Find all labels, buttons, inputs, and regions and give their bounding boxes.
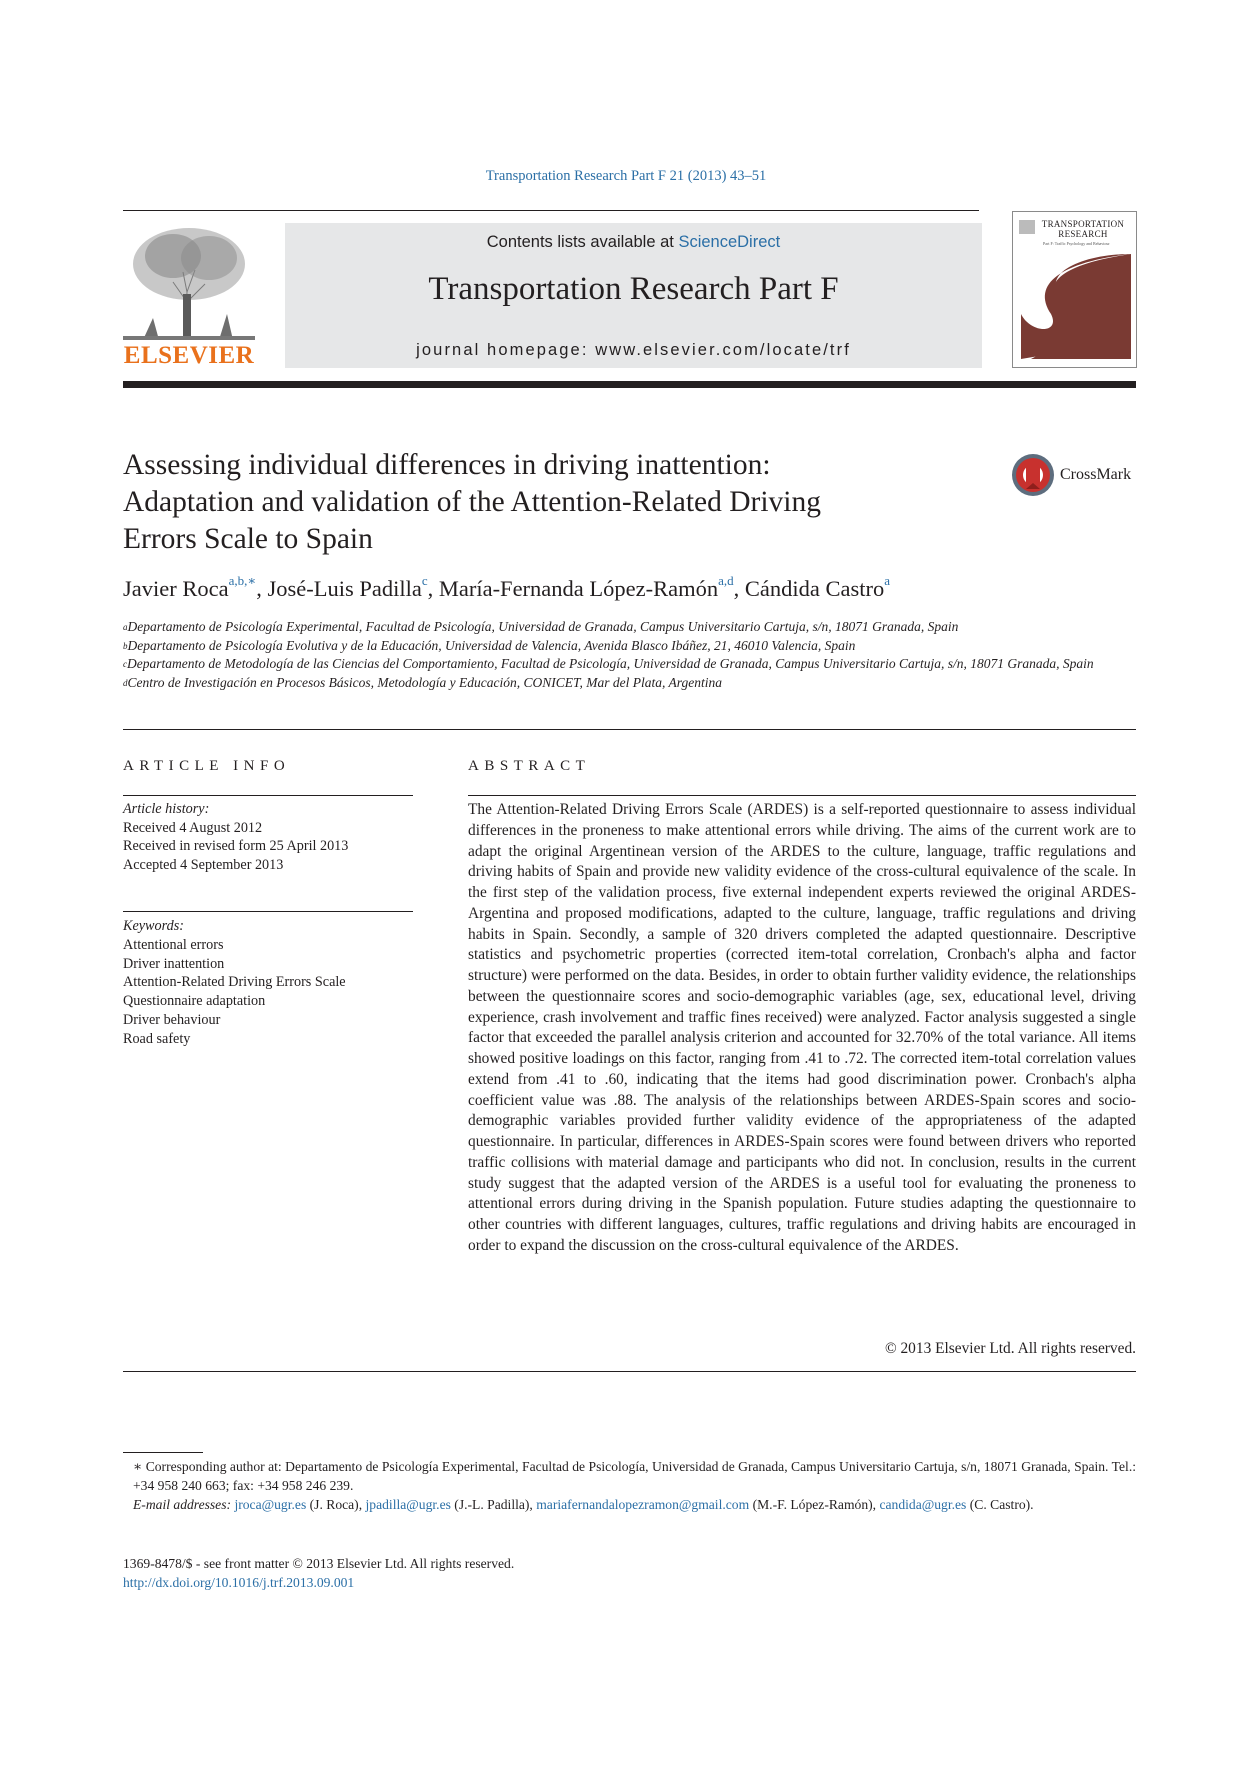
email-addresses — [123, 1495, 1136, 1514]
crossmark-label: CrossMark — [1060, 466, 1132, 483]
keyword-item: Attention-Related Driving Errors Scale — [123, 974, 346, 991]
doi-link[interactable]: http://dx.doi.org/10.1016/j.trf.2013.09.001 — [123, 1575, 355, 1590]
accepted-date: Accepted 4 September 2013 — [123, 856, 284, 873]
journal-title: Transportation Research Part F — [428, 271, 839, 307]
cover-subtitle: Part F: Traffic Psychology and Behaviour — [1043, 241, 1110, 246]
affiliation-key: a — [123, 622, 128, 632]
author-name[interactable]: Javier Roca — [123, 576, 229, 601]
author-affiliation-marker[interactable]: a,b,∗ — [228, 573, 257, 588]
keyword-item: Road safety — [123, 1030, 191, 1047]
crossmark-badge[interactable] — [1011, 453, 1132, 501]
section-rule — [123, 729, 1136, 730]
keyword-item: Driver behaviour — [123, 1011, 221, 1028]
corresponding-author-footnote — [123, 1457, 1136, 1514]
author-name[interactable]: José-Luis Padilla — [267, 576, 422, 601]
elsevier-logo[interactable] — [123, 222, 255, 370]
email-owner: (J.-L. Padilla), — [450, 1497, 537, 1512]
issn-block — [123, 1554, 514, 1592]
author-affiliation-marker[interactable]: c — [421, 573, 428, 588]
keywords-block — [123, 917, 413, 1049]
received-date: Received 4 August 2012 — [123, 819, 263, 836]
email-link[interactable]: jroca@ugr.es — [234, 1497, 307, 1512]
history-label: Article history: — [123, 801, 210, 817]
author-name[interactable]: Cándida Castro — [744, 576, 885, 601]
author-list — [123, 573, 1123, 602]
issn-line: 1369-8478/$ - see front matter © 2013 Elsevier Ltd. All rights reserved. — [123, 1556, 515, 1571]
article-history — [123, 800, 413, 874]
author-name[interactable]: María-Fernanda López-Ramón — [438, 576, 719, 601]
affiliation-key: d — [123, 677, 128, 688]
abstract-heading: ABSTRACT — [468, 758, 591, 774]
keyword-item: Questionnaire adaptation — [123, 993, 266, 1010]
email-owner: (C. Castro). — [966, 1497, 1034, 1512]
affiliation-key: c — [123, 659, 127, 669]
contents-prefix: Contents lists available at — [486, 233, 679, 251]
author-separator: , — [256, 576, 268, 601]
affiliation-text: Departamento de Psicología Evolutiva y de la Educación, Universidad de Valencia, Avenida Blasco Ibáñez, 21, 46010 Valencia, Spain — [127, 637, 856, 653]
keyword-item: Driver inattention — [123, 955, 225, 972]
keyword-item: Attentional errors — [123, 936, 224, 953]
journal-cover-thumbnail[interactable] — [1012, 211, 1137, 368]
affiliation-item — [123, 674, 1136, 693]
author-separator: , — [427, 576, 439, 601]
email-link[interactable]: candida@ugr.es — [879, 1497, 967, 1512]
corresponding-author-note — [123, 1457, 1136, 1495]
affiliation-text: Centro de Investigación en Procesos Básicos, Metodología y Educación, CONICET, Mar del Plata, Argentina — [127, 674, 723, 690]
crossmark-icon — [1011, 453, 1055, 497]
abstract-text: The Attention-Related Driving Errors Scale (ARDES) is a self-reported questionnaire to assess individual differences in the proneness to make attentional errors while driving. The aims of the current work are to adapt the original Argentinean version of the ARDES to the culture, language, traffic regulations and driving habits of Spain and provide new validity evidence of the cross-cultural equivalence of the scale. In the first step of the validation process, five external independent experts reviewed the original ARDES-Argentina and proposed modifications, adapted to the culture, language, traffic regulations and driving habits in Spain. Secondly, a sample of 320 drivers completed the adapted questionnaire. Descriptive statistics and psychometric properties (corrected item-total correlation, Cronbach's alpha and factor structure) were performed on the data. Besides, in order to obtain further validity evidence, the relationships between the questionnaire scores and socio-demographic variables (age, sex, educational level, driving experience, crash involvement and traffic fines received) were analyzed. Factor analysis suggested a single factor that exceeded the parallel analysis criterion and accounted for 32.70% of the total variance. All items showed positive loadings on this factor, ranging from .41 to .72. The corrected item-total correlation values extend from .41 to .60, indicating that the items had good discrimination power. Cronbach's alpha coefficient value was .88. The analysis of the relationships between ARDES-Spain scores and socio-demographic variables provided further validity evidence of the appropriateness of the adapted questionnaire. In particular, differences in ARDES-Spain scores were found between drivers who reported traffic collisions with material damage and participants who did not. In conclusion, results in the current study suggest that the adapted version of the ARDES is a useful tool for evaluating the proneness to attentional errors during driving in the Spanish population. Future studies adapting the questionnaire to other countries with different languages, cultures, traffic regulations and driving habits are encouraged in order to expand the discussion on the cross-cultural equivalence of the ARDES. — [468, 801, 1136, 1254]
keywords-rule — [123, 911, 413, 912]
email-label: E-mail addresses: — [133, 1497, 232, 1512]
header-rule — [123, 210, 979, 211]
elsevier-tree-icon — [123, 222, 255, 340]
affiliation-list — [123, 618, 1136, 692]
journal-masthead — [285, 223, 982, 368]
elsevier-wordmark: ELSEVIER — [123, 342, 255, 369]
contents-line — [285, 233, 982, 252]
affiliation-text: Departamento de Psicología Experimental, Facultad de Psicología, Universidad de Granada, Campus Universitario Cartuja, s/n, 18071 Granada, Spain — [127, 619, 959, 634]
email-owner: (M.-F. López-Ramón), — [749, 1497, 880, 1512]
keywords-label: Keywords: — [123, 918, 184, 934]
cover-title-line1: TRANSPORTATION — [1041, 219, 1125, 229]
corresponding-text: Corresponding author at: Departamento de Psicología Experimental, Facultad de Psicología, Universidad de Granada, Campus Universitario Cartuja, s/n, 18071 Granada, Spain. Tel.: +34 958 240 663; fax: +34 958 246 239. — [133, 1459, 1136, 1493]
header-thick-rule — [123, 381, 1136, 388]
email-owner: (J. Roca), — [306, 1497, 366, 1512]
cover-road-illustration — [1021, 254, 1131, 359]
affiliation-item — [123, 618, 1136, 637]
abstract-copyright: © 2013 Elsevier Ltd. All rights reserved. — [884, 1340, 1136, 1357]
abstract-rule — [468, 795, 1136, 796]
cover-title — [1033, 219, 1133, 239]
article-info-rule — [123, 795, 413, 796]
author-separator: , — [733, 576, 745, 601]
footnote-star: ∗ — [133, 1459, 143, 1474]
author-affiliation-marker[interactable]: a — [884, 573, 891, 588]
author-affiliation-marker[interactable]: a,d — [718, 573, 734, 588]
affiliation-item — [123, 655, 1136, 674]
journal-homepage-link[interactable]: journal homepage: www.elsevier.com/locate/trf — [416, 341, 851, 359]
footnote-rule — [123, 1452, 203, 1453]
email-link[interactable]: mariafernandalopezramon@gmail.com — [536, 1497, 750, 1512]
journal-reference-link[interactable]: Transportation Research Part F 21 (2013) 43–51 — [485, 168, 767, 184]
affiliation-item — [123, 637, 1136, 656]
affiliation-text: Departamento de Metodología de las Ciencias del Comportamiento, Facultad de Psicología, Universidad de Granada, Campus Universitario Cartuja, s/n, 18071 Granada, Spain — [127, 656, 1094, 671]
cover-title-line2: RESEARCH — [1058, 229, 1108, 239]
revised-date: Received in revised form 25 April 2013 — [123, 838, 349, 854]
paper-title: Assessing individual differences in driving inattention: Adaptation and validation of the Attention-Related Driving Errors Scale to Spain — [123, 449, 822, 555]
article-info-heading: ARTICLE INFO — [123, 758, 291, 774]
front-matter-end-rule — [123, 1371, 1136, 1372]
sciencedirect-link[interactable]: ScienceDirect — [678, 233, 781, 251]
affiliation-key: b — [123, 640, 128, 651]
email-link[interactable]: jpadilla@ugr.es — [365, 1497, 451, 1512]
